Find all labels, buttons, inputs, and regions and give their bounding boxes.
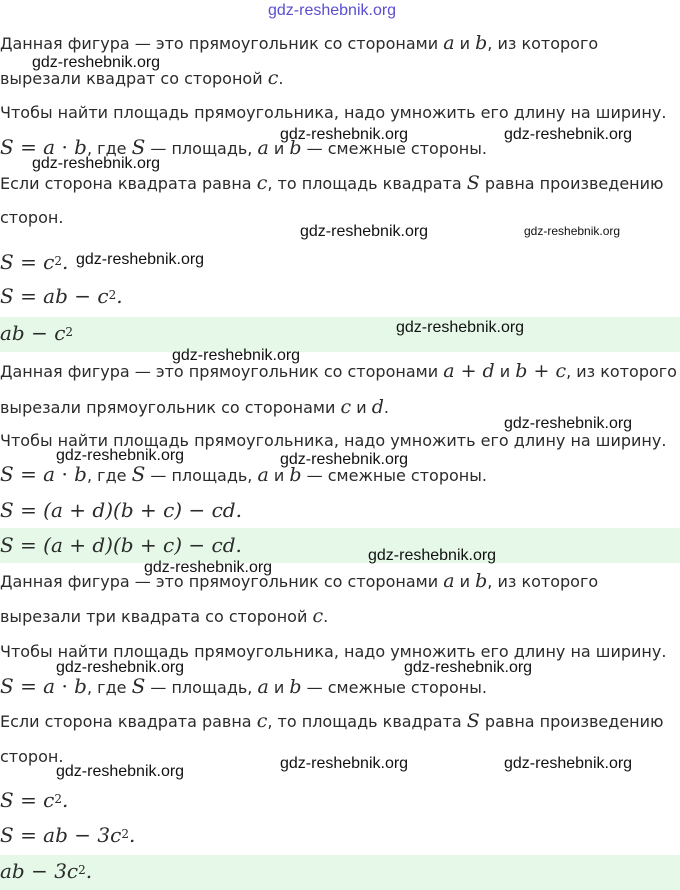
task3-rule-text: Чтобы найти площадь прямоугольника, надо умножить его длину на ширину. (0, 642, 667, 661)
math-b: b (475, 571, 488, 592)
text: и (356, 398, 367, 417)
watermark: gdz-reshebnik.org (76, 251, 205, 268)
task1-formula-area: S = ab − $c^2$. (0, 286, 123, 306)
task3-statement-line2: вырезали три квадрата со стороной c. (0, 606, 329, 627)
text: , из которого (487, 34, 599, 53)
math-b: b (289, 676, 302, 698)
watermark: gdz-reshebnik.org (504, 415, 633, 432)
watermark: gdz-reshebnik.org (280, 451, 409, 468)
math-S: S (131, 137, 146, 159)
text: — смежные стороны. (306, 139, 487, 158)
task1-formula-square: $S = c^2$. (0, 252, 69, 272)
task1-statement-line1 (0, 33, 680, 54)
text: Данная фигура — это прямоугольник со сторонами (0, 572, 439, 591)
task2-answer: S = (a + d)(b + c) − cd. (0, 535, 242, 555)
math-S: S (131, 676, 146, 698)
math-c: c (267, 68, 279, 89)
text: и (459, 34, 471, 53)
answer-text: ab − 3c (0, 861, 79, 881)
task3-formula-line (0, 676, 680, 698)
task3-answer: ab − $3c^2$. (0, 861, 93, 881)
text: и (499, 362, 511, 381)
text: — площадь, (150, 466, 253, 485)
watermark: gdz-reshebnik.org (32, 54, 161, 71)
math-a: a (257, 676, 269, 698)
task2-rule-text: Чтобы найти площадь прямоугольника, надо умножить его длину на ширину. (0, 431, 667, 450)
task1-rule-text: Чтобы найти площадь прямоугольника, надо умножить его длину на ширину. (0, 103, 667, 122)
text: равна произведению (484, 712, 664, 731)
math-c: c (256, 173, 268, 194)
math-c: c (256, 711, 268, 732)
math-a: a (443, 33, 455, 54)
task1-answer: ab − $c^2$ (0, 323, 74, 343)
watermark: gdz-reshebnik.org (504, 126, 633, 143)
text: и (273, 678, 285, 697)
task1-answer-box (0, 317, 680, 352)
math-a-plus-d: a + d (443, 361, 495, 382)
watermark: gdz-reshebnik.org (56, 763, 185, 780)
task3-statement-line1 (0, 571, 680, 592)
answer-text: ab − c (0, 323, 66, 343)
task2-statement-line2: вырезали прямоугольник со сторонами c и d. (0, 397, 389, 418)
text: вырезали квадрат со стороной (0, 69, 263, 88)
task1-statement-line2: вырезали квадрат со стороной c. (0, 68, 284, 89)
task1-square-text (0, 173, 680, 194)
task3-square-text (0, 711, 680, 732)
task2-statement-line1 (0, 361, 680, 382)
text: и (273, 139, 285, 158)
text: и (459, 572, 471, 591)
text: — смежные стороны. (306, 678, 487, 697)
task3-square-text-end: сторон. (0, 747, 64, 766)
watermark: gdz-reshebnik.org (172, 347, 301, 364)
math-d: d (371, 397, 384, 418)
formula-s-ab: S = a · b (0, 464, 87, 486)
text: , где (87, 139, 127, 158)
math-c: c (312, 606, 324, 627)
text: вырезали три квадрата со стороной (0, 607, 308, 626)
task3-formula-area: S = ab − $3c^2$. (0, 825, 136, 845)
math-S: S (466, 711, 480, 732)
watermark: gdz-reshebnik.org (56, 447, 185, 464)
math-b: b (289, 464, 302, 486)
text: равна произведению (484, 174, 664, 193)
text: , из которого (566, 362, 677, 381)
watermark-top: gdz-reshebnik.org (268, 2, 397, 19)
task2-answer-box (0, 528, 680, 563)
text: Если сторона квадрата равна (0, 712, 252, 731)
text: , то площадь квадрата (267, 712, 462, 731)
watermark: gdz-reshebnik.org (300, 223, 429, 240)
math-c: c (340, 397, 352, 418)
text: вырезали прямоугольник со сторонами (0, 398, 336, 417)
task2-formula-area: S = (a + d)(b + c) − cd. (0, 500, 242, 520)
formula-s-ab: S = a · b (0, 137, 87, 159)
text: , где (87, 466, 127, 485)
math-S: S (466, 173, 480, 194)
text: , из которого (487, 572, 599, 591)
watermark: gdz-reshebnik.org (524, 224, 621, 238)
math-a: a (443, 571, 455, 592)
watermark: gdz-reshebnik.org (404, 659, 533, 676)
watermark: gdz-reshebnik.org (368, 547, 497, 564)
watermark: gdz-reshebnik.org (504, 755, 633, 772)
text: , то площадь квадрата (267, 174, 462, 193)
watermark: gdz-reshebnik.org (280, 126, 409, 143)
watermark: gdz-reshebnik.org (144, 559, 273, 576)
text: — площадь, (150, 139, 253, 158)
watermark: gdz-reshebnik.org (280, 755, 409, 772)
text: и (273, 466, 285, 485)
math-a: a (257, 137, 269, 159)
task1-square-text-end: сторон. (0, 208, 64, 227)
text: — площадь, (150, 678, 253, 697)
math-b: b (289, 137, 302, 159)
watermark: gdz-reshebnik.org (396, 319, 525, 336)
task3-formula-square: $S = c^2$. (0, 790, 69, 810)
task3-answer-box (0, 855, 680, 890)
formula-s-ab: S = a · b (0, 676, 87, 698)
math-S: S (131, 464, 146, 486)
text: Данная фигура — это прямоугольник со сторонами (0, 362, 439, 381)
math-b-plus-c: b + c (515, 361, 567, 382)
watermark: gdz-reshebnik.org (32, 155, 161, 172)
math-b: b (475, 33, 488, 54)
text: Если сторона квадрата равна (0, 174, 252, 193)
text: — смежные стороны. (306, 466, 487, 485)
math-a: a (257, 464, 269, 486)
text: Данная фигура — это прямоугольник со сторонами (0, 34, 439, 53)
watermark: gdz-reshebnik.org (56, 659, 185, 676)
text: , где (87, 678, 127, 697)
